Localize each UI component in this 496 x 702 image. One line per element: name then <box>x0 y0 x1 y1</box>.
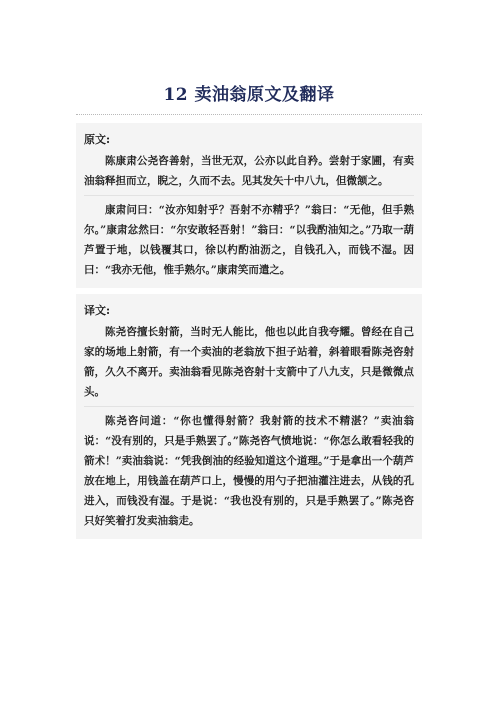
page-title: 12 卖油翁原文及翻译 <box>163 84 335 105</box>
original-label: 原文: <box>84 133 111 146</box>
original-paragraph-1: 陈康肃公尧咨善射，当世无双，公亦以此自矜。尝射于家圃，有卖油翁释担而立，睨之，久而不去。见其发矢十中八九，但微颔之。 <box>84 155 414 187</box>
translation-section <box>76 294 422 539</box>
translation-paragraph-2: 陈尧咨问道：“你也懂得射箭？我射箭的技术不精湛？”卖油翁说：“没有别的，只是手熟罢了。”陈尧咨气愤地说：“你怎么敢看轻我的箭术！”卖油翁说：“凭我倒油的经验知道这个道理。”于是拿出一个葫芦放在地上，用钱盖在葫芦口上，慢慢的用勺子把油灌注进去，从钱的孔进入，而钱没有湿。于是说：“我也没有别的，只是手熟罢了。”陈尧咨只好笑着打发卖油翁走。 <box>84 415 414 527</box>
translation-paragraph-1: 陈尧咨擅长射箭，当时无人能比，他也以此自我夸耀。曾经在自己家的场地上射箭，有一个卖油的老翁放下担子站着，斜着眼看陈尧咨射箭，久久不离开。卖油翁看见陈尧咨射十支箭中了八九支，只是微微点头。 <box>84 326 414 398</box>
paragraph-divider <box>84 195 414 196</box>
title-box <box>76 70 422 115</box>
original-text-section <box>76 123 422 288</box>
original-paragraph-2: 康肃问曰：“汝亦知射乎？吾射不亦精乎？”翁曰：“无他，但手熟尔。”康肃忿然曰：“尔安敢轻吾射！”翁曰：“以我酌油知之。”乃取一葫芦置于地，以钱覆其口，徐以杓酌油沥之，自钱孔入，而钱不湿。因曰：“我亦无他，惟手熟尔。”康肃笑而遣之。 <box>84 204 414 276</box>
paragraph-divider <box>84 406 414 407</box>
translation-label: 译文: <box>84 304 111 317</box>
document-page <box>76 70 422 630</box>
